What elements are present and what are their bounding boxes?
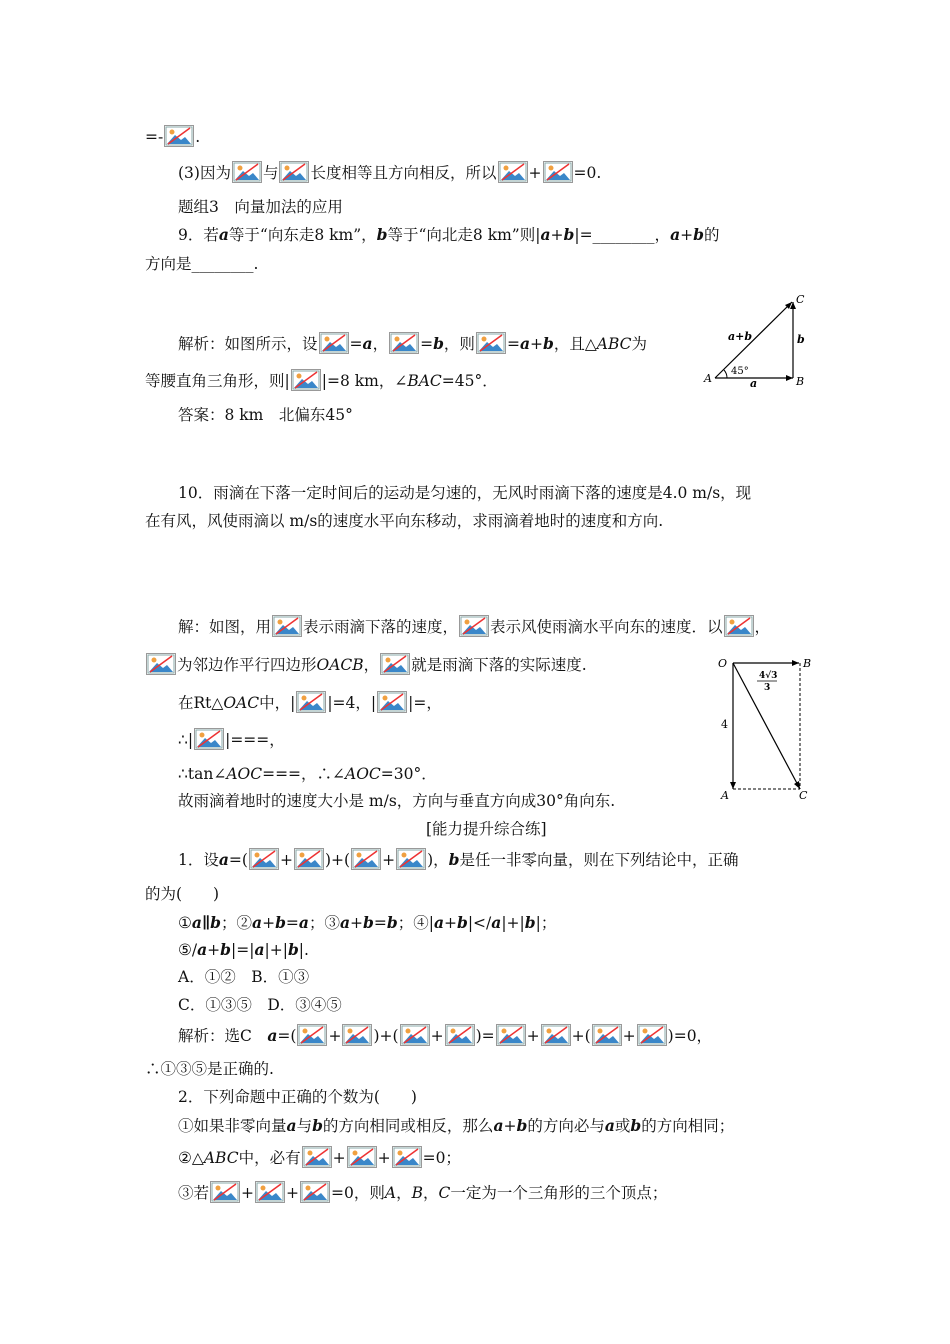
broken-image-icon (297, 1024, 327, 1046)
broken-image-icon (255, 1181, 285, 1203)
solution-1: 解析：选C a=( + )+( + )= + +( + )=0， (178, 1026, 713, 1045)
solution-10: 解：如图，用 表示雨滴下落的速度， 表示风使雨滴水平向东的速度．以 ， (178, 612, 770, 642)
label-frac-denominator: 3 (764, 683, 771, 693)
broken-image-icon (319, 332, 349, 354)
broken-image-icon (279, 161, 309, 183)
label-angle: 45° (731, 366, 749, 377)
section-title: 题组3 向量加法的应用 (178, 198, 343, 216)
broken-image-icon (210, 1181, 240, 1203)
broken-image-icon (541, 1024, 571, 1046)
text-line: 方向是________. (145, 255, 259, 273)
arrowhead-icon (794, 781, 800, 789)
vector-a-plus-b-line (715, 302, 792, 378)
broken-image-icon (592, 1024, 622, 1046)
text-line: 故雨滴着地时的速度大小是 m/s，方向与垂直方向成30°角向东. (178, 792, 616, 810)
broken-image-icon (232, 161, 262, 183)
broken-image-icon (498, 161, 528, 183)
statement-1: ①如果非零向量a与b的方向相同或相反，那么a+b的方向必与a或b的方向相同； (178, 1116, 735, 1135)
options-line: ⑤/a+b|=|a|+|b|. (178, 940, 309, 959)
broken-image-icon (445, 1024, 475, 1046)
label-4: 4 (721, 718, 728, 731)
vertex-a: A (721, 789, 729, 802)
vertex-a: A (704, 372, 712, 385)
text-line: 为邻边作平行四边形OACB， 就是雨滴下落的实际速度. (145, 650, 587, 680)
question-9: 9．若a等于“向东走8 km”，b等于“向北走8 km”则|a+b|=________，a+b的 (178, 225, 720, 244)
options-line: ①a∥b；②a+b=a；③a+b=b；④|a+b|</a|+|b|； (178, 913, 557, 932)
label-a-plus-b: a+b (728, 330, 753, 343)
broken-image-icon (476, 332, 506, 354)
text-line: 等腰直角三角形，则| |=8 km，∠BAC=45°． (145, 366, 498, 396)
text-line: =- . (145, 122, 200, 152)
choice-line: A．①② B．①③ (178, 968, 310, 986)
solution-9: 解析：如图所示，设 =a， =b，则 =a+b，且△ABC为 (178, 334, 647, 353)
question-10: 10．雨滴在下落一定时间后的运动是匀速的，无风时雨滴下落的速度是4.0 m/s，现 (178, 484, 752, 502)
text-line: 在有风，风使雨滴以 m/s的速度水平向东移动，求雨滴着地时的速度和方向. (145, 512, 664, 530)
question-2: 2．下列命题中正确的个数为( ) (178, 1088, 417, 1106)
question-1: 1．设a=( + )+( + )，b是任一非零向量，则在下列结论中，正确 (178, 850, 739, 869)
vertex-b: B (803, 657, 812, 670)
label-b: b (797, 333, 805, 346)
vertex-c: C (796, 293, 805, 306)
text-line: ∴| |===， (178, 725, 285, 755)
broken-image-icon (389, 332, 419, 354)
broken-image-icon (296, 691, 326, 713)
answer-9: 答案：8 km 北偏东45° (178, 406, 353, 424)
text-line: ∴①③⑤是正确的. (145, 1060, 274, 1078)
angle-arc (724, 370, 727, 378)
vector-oc-line (733, 663, 800, 789)
broken-image-icon (543, 161, 573, 183)
text-line: 的为( ) (145, 885, 220, 903)
broken-image-icon (300, 1181, 330, 1203)
broken-image-icon (294, 848, 324, 870)
broken-image-icon (377, 691, 407, 713)
broken-image-icon (302, 1146, 332, 1168)
choice-line: C．①③⑤ D．③④⑤ (178, 996, 342, 1014)
broken-image-icon (291, 369, 321, 391)
triangle-figure (700, 290, 815, 390)
broken-image-icon (249, 848, 279, 870)
broken-image-icon (194, 728, 224, 750)
broken-image-icon (351, 848, 381, 870)
text-line: 在Rt△OAC中，| |=4，| |=， (178, 688, 442, 718)
broken-image-icon (724, 615, 754, 637)
vertex-o: O (718, 657, 728, 670)
section-title: [能力提升综合练] (426, 820, 547, 838)
vertex-c: C (799, 789, 808, 802)
broken-image-icon (347, 1146, 377, 1168)
broken-image-icon (637, 1024, 667, 1046)
label-frac-numerator: 4√3 (759, 671, 778, 681)
broken-image-icon (272, 615, 302, 637)
broken-image-icon (342, 1024, 372, 1046)
broken-image-icon (380, 653, 410, 675)
label-a: a (750, 377, 758, 390)
arrowhead-icon (792, 660, 799, 666)
arrowhead-icon (730, 782, 736, 789)
broken-image-icon (164, 125, 194, 147)
text-line: ∴tan∠AOC===，∴∠AOC=30°． (178, 765, 437, 783)
broken-image-icon (400, 1024, 430, 1046)
broken-image-icon (459, 615, 489, 637)
arrowhead-icon (786, 375, 793, 381)
broken-image-icon (392, 1146, 422, 1168)
statement-2: ②△ABC中，必有 + + =0； (178, 1143, 461, 1173)
parallelogram-figure (715, 653, 820, 803)
statement-3: ③若 + + =0，则A，B，C一定为一个三角形的三个顶点； (178, 1178, 667, 1208)
broken-image-icon (146, 653, 176, 675)
text-line: (3)因为 与 长度相等且方向相反，所以 + =0. (178, 158, 601, 188)
broken-image-icon (396, 848, 426, 870)
vertex-b: B (796, 375, 805, 388)
broken-image-icon (496, 1024, 526, 1046)
